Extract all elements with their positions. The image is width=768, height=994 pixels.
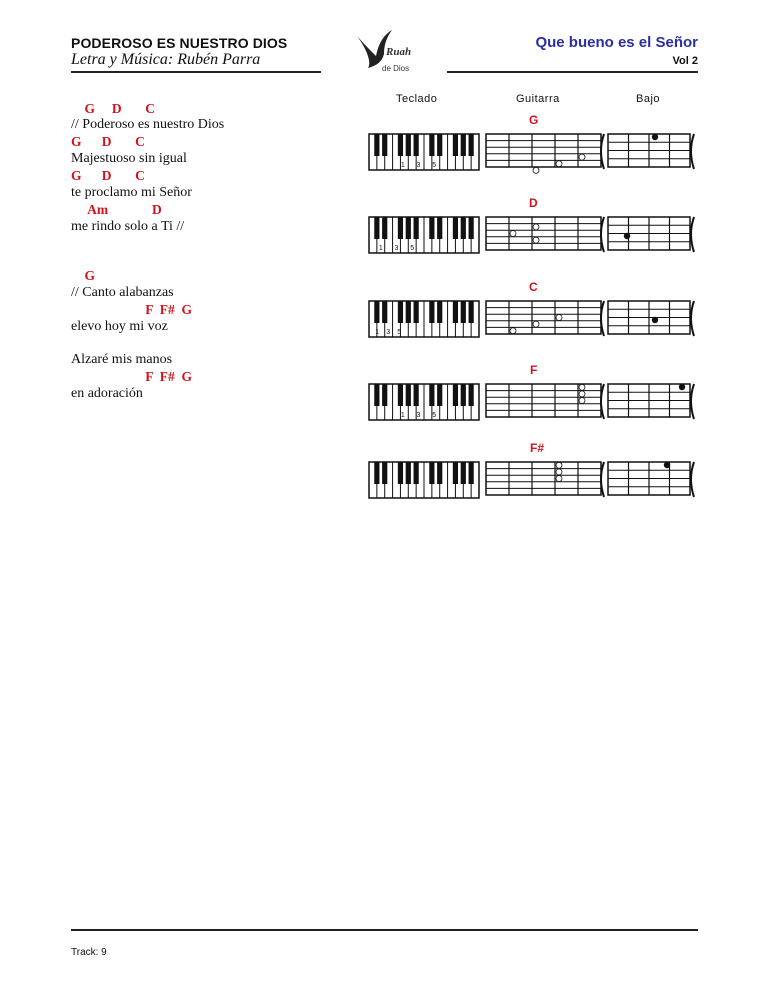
bass-fretboard-diagram [608,301,694,336]
chord-diagram-row [365,459,700,505]
keyboard-key-number: 3 [386,329,391,336]
chord-name-label: F# [530,441,545,455]
keyboard-key-number: 3 [394,245,399,252]
guitar-finger-dot [533,224,539,230]
keyboard-key-number: 1 [378,245,383,252]
keyboard-key-number: 3 [416,412,421,419]
bass-fretboard-diagram [608,462,694,497]
lyric-line: Alzaré mis manos [71,352,173,367]
keyboard-key-number: 5 [410,245,415,252]
chord-line: G D C [71,101,155,116]
guitar-finger-dot [579,384,585,390]
keyboard-key-number: 3 [416,162,421,169]
guitar-finger-dot [556,476,562,482]
chord-line: G D C [71,168,145,183]
guitar-finger-dot [533,321,539,327]
lyric-line: te proclamo mi Señor [71,185,192,200]
chord-line: G [71,268,96,283]
guitar-finger-dot [533,167,539,173]
keyboard-key-number: 5 [432,412,437,419]
guitar-finger-dot [556,315,562,321]
chord-diagram-row [365,298,700,344]
chord-diagram-row [365,381,700,427]
lyric-line: Majestuoso sin igual [71,151,187,166]
header-rule-right [447,71,698,73]
header-rule-left [71,71,321,73]
chord-line: F F# G [71,369,192,384]
lyric-line: // Canto alabanzas [71,285,174,300]
guitar-finger-dot [556,469,562,475]
keyboard-key-number: 5 [432,162,437,169]
keyboard-diagram [369,217,479,253]
bass-root-dot [679,384,685,390]
keyboard-diagram [369,134,479,170]
chord-diagram-row [365,214,700,260]
chord-line: F F# G [71,302,192,317]
keyboard-key-number: 1 [400,162,405,169]
bass-fretboard-diagram [608,384,694,419]
track-number: Track: 9 [71,947,107,958]
logo-text-ruah: Ruah [386,46,412,58]
keyboard-diagram [369,462,479,498]
song-credits: Letra y Música: Rubén Parra [71,51,261,68]
lyric-line: me rindo solo a Ti // [71,219,185,234]
keyboard-key-number: 1 [375,329,380,336]
guitar-finger-dot [556,161,562,167]
bass-root-dot [624,233,630,239]
guitar-finger-dot [533,237,539,243]
keyboard-key-number: 5 [397,329,402,336]
song-title: PODEROSO ES NUESTRO DIOS [71,35,288,51]
guitar-fretboard-diagram [486,134,604,173]
guitar-fretboard-diagram [486,301,604,336]
guitar-finger-dot [510,231,516,237]
album-title: Que bueno es el Señor [535,34,698,51]
bass-root-dot [652,134,658,140]
bass-fretboard-diagram [608,134,694,169]
guitar-finger-dot [579,154,585,160]
keyboard-key-number: 1 [400,412,405,419]
column-heading-bass: Bajo [636,93,661,105]
lyric-line: elevo hoy mi voz [71,319,168,334]
bass-root-dot [664,462,670,468]
lyric-line: en adoración [71,386,143,401]
chord-name-label: G [529,113,539,127]
footer-rule [71,929,698,931]
guitar-fretboard-diagram [486,217,604,252]
column-heading-guitar: Guitarra [516,93,560,105]
album-volume: Vol 2 [672,55,698,67]
guitar-finger-dot [510,328,516,334]
lyric-line: // Poderoso es nuestro Dios [71,117,225,132]
chord-name-label: C [529,280,538,294]
logo-text-de-dios: de Dios [382,64,410,73]
chord-line: Am D [71,202,162,217]
keyboard-diagram [369,384,479,420]
chord-name-label: D [529,196,538,210]
keyboard-diagram [369,301,479,337]
bass-root-dot [652,317,658,323]
bass-fretboard-diagram [608,217,694,252]
chord-diagram-row [365,131,700,177]
guitar-fretboard-diagram [486,462,604,497]
guitar-finger-dot [579,391,585,397]
guitar-fretboard-diagram [486,384,604,419]
column-heading-keyboard: Teclado [396,93,438,105]
chord-line: G D C [71,134,145,149]
guitar-finger-dot [579,398,585,404]
chord-name-label: F [530,363,538,377]
guitar-finger-dot [556,462,562,468]
